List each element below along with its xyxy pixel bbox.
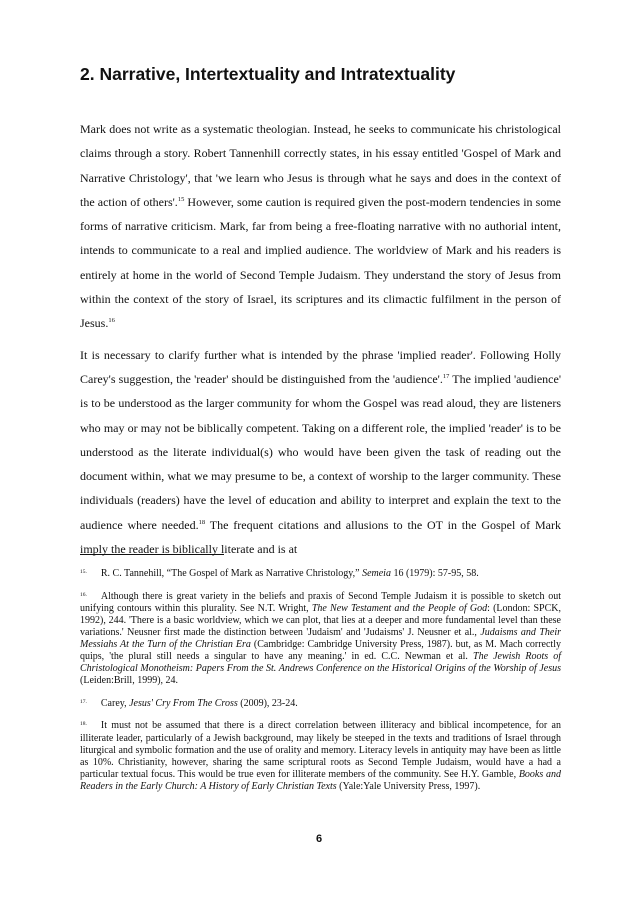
footnote-text: R. C. Tannehill, “The Gospel of Mark as Narrative Christology,” (100, 568, 363, 579)
footnote-number: 16. (80, 591, 87, 598)
footnote-number: 17. (80, 698, 87, 705)
footnote-text: (Leiden:Brill, 1999), 24. (80, 675, 179, 687)
footnote-text: (Cambridge: Cambridge University Press, 1987). but, as M. Mach correctly quips, 'the plural still needs a singular to have any meaning.' in ed. C.C. Newman et al. (80, 638, 561, 663)
footnote-text: Although there is great variety in the beliefs and praxis of Second Temple Judaism it is possible to sketch out unifying contours within this plurality. See N.T. Wright, (80, 590, 561, 614)
footnote-italic-title: The Jewish Roots of Christological Monotheism: Papers From the St. Andrews Conference on the Historical Origins of the Worship of Jesus (80, 651, 561, 675)
footnote-15 (80, 568, 561, 580)
footnote-17 (80, 698, 561, 710)
paragraph-1 (80, 117, 561, 336)
footnote-divider (80, 554, 224, 555)
footnote-italic-title: Semeia (362, 568, 391, 579)
footnote-number: 15. (80, 569, 87, 575)
footnote-ref-18[interactable]: 18 (198, 518, 206, 526)
footnotes (80, 568, 561, 804)
footnote-ref-17[interactable]: 17 (442, 372, 450, 380)
footnote-16 (80, 591, 561, 688)
paragraph-2-text-c: The frequent citations and allusions to the OT in the Gospel of Mark imply the reader is biblically literate and is at (80, 517, 561, 557)
footnote-text: (Yale:Yale University Press, 1997). (336, 780, 481, 792)
paragraph-2-text-a: It is necessary to clarify further what is intended by the phrase 'implied reader'. Following Holly Carey's suggestion, the 'reader' should be distinguished from the 'audience'. (80, 347, 561, 386)
footnote-text: Carey, (100, 697, 130, 709)
footnote-ref-15[interactable]: 15 (177, 195, 185, 203)
footnote-italic-title: The New Testament and the People of God (311, 602, 488, 614)
footnote-ref-16[interactable]: 16 (108, 317, 115, 325)
footnote-text: : (London: SPCK, 1992), 244. 'There is a basic worldview, which we can plot, that lies at a deeper and more fundamental level than these variations.' Neusner first made the distinction between 'Judaism' and 'Judaisms' J. Neusner et al., (80, 602, 561, 638)
body-text (80, 117, 561, 568)
footnote-text: (2009), 23-24. (237, 697, 298, 709)
footnote-text: It must not be assumed that there is a direct correlation between illiteracy and biblical incompetence, for an illiterate leader, particularly of a Jewish background, may likely be steeped in the texts and traditions of Israel through liturgical and symbolic formation and the use of orality and memory. Literacy levels in antiquity may have been as little as 10%. Christianity, however, sharing the same scriptural roots as Second Temple Judaism, would have a had a particular textual focus. This would be true even for illiterate members of the community. See H.Y. Gamble, (80, 720, 561, 780)
footnote-18 (80, 720, 561, 793)
footnote-italic-title: Judaisms and Their Messiahs At the Turn of the Christian Era (80, 626, 561, 650)
footnote-italic-title: Jesus' Cry From The Cross (129, 697, 238, 709)
paragraph-2 (80, 343, 561, 562)
footnote-number: 18. (80, 721, 87, 728)
paragraph-1-text-b: However, some caution is required given the post-modern tendencies in some forms of narrative criticism. Mark, far from being a free-floating narrative with no authorial intent, intends to communicate to a real and implied audience. The worldview of Mark and his readers is entirely at home in the world of Second Temple Judaism. They understand the story of Jesus from within the context of the story of Israel, its scriptures and its climactic fulfilment in the person of Jesus. (80, 194, 561, 331)
paragraph-2-text-b: The implied 'audience' is to be understood as the larger community for whom the Gospel was read aloud, they are listeners who may or may not be biblically competent. Taking on a different role, the implied 'reader' is to be understood as the literate individual(s) who would have been given the task of reading out the document within, what we may presume to be, a context of worship to the larger community. These individuals (readers) have the level of education and ability to interpret and explain the text to the audience where needed. (80, 371, 561, 532)
paragraph-1-text-a: Mark does not write as a systematic theologian. Instead, he seeks to communicate his christological claims through a story. Robert Tannenhill correctly states, in his essay entitled 'Gospel of Mark and Narrative Christology', that 'we learn who Jesus is through what he says and does in the context of the action of others'. (80, 122, 561, 209)
footnote-text: 16 (1979): 57-95, 58. (390, 568, 479, 579)
section-heading: 2. Narrative, Intertextuality and Intratextuality (80, 64, 456, 84)
footnote-italic-title: Books and Readers in the Early Church: A History of Early Christian Texts (80, 768, 561, 792)
page-number: 6 (315, 833, 323, 845)
